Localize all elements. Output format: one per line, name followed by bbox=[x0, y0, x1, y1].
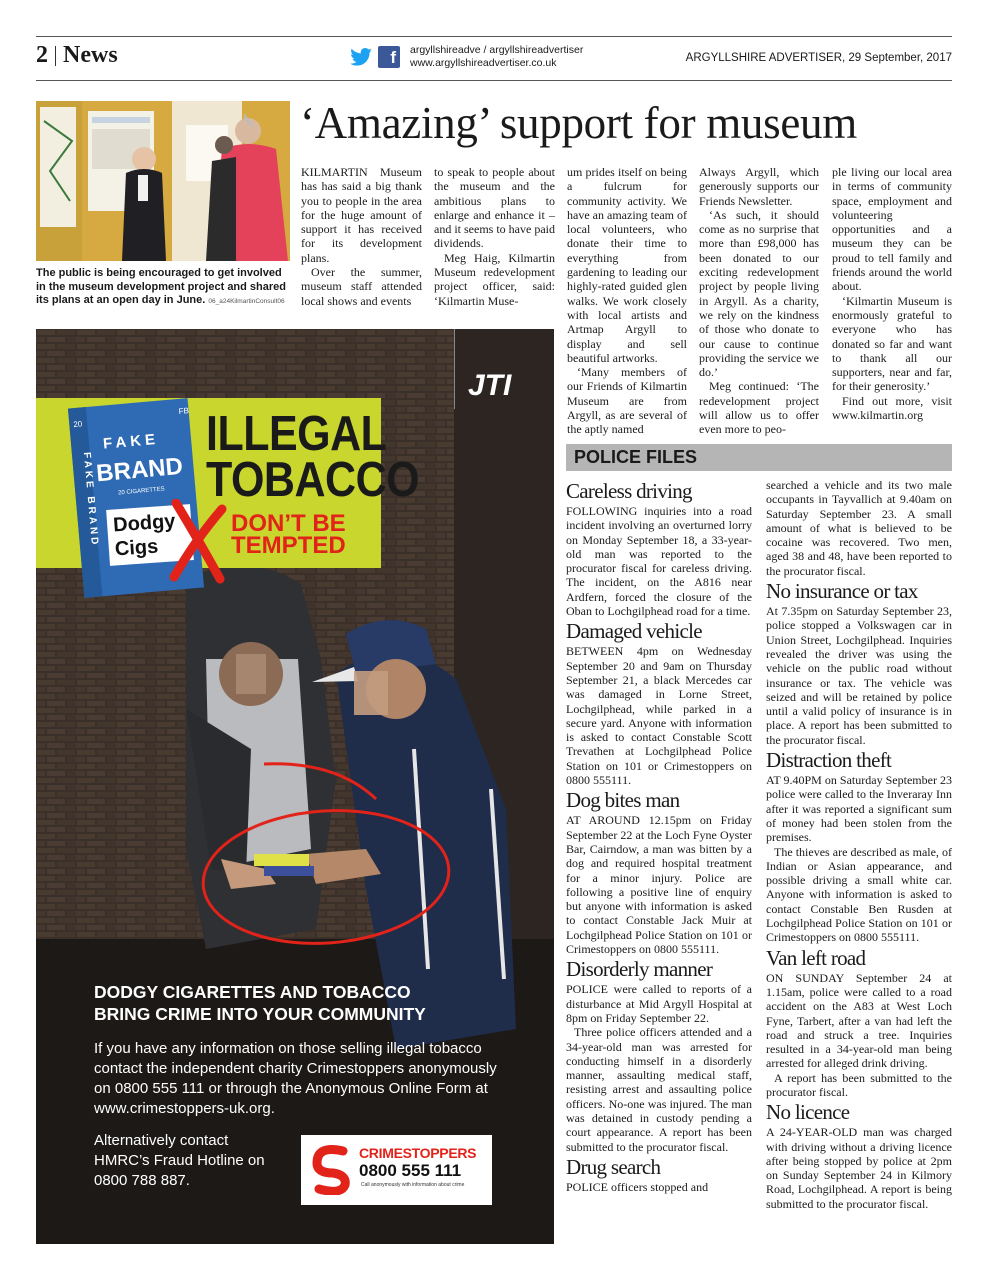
crimestoppers-box bbox=[301, 1135, 492, 1205]
distraction-theft-heading: Distraction theft bbox=[766, 748, 892, 773]
cigs-word: Cigs bbox=[114, 535, 159, 561]
advert-headline bbox=[94, 981, 534, 1025]
museum-photo-illustration bbox=[36, 101, 290, 261]
van-left-road-body: A report has been submitted to the procurator fiscal. bbox=[766, 1070, 952, 1099]
pack-line-1: FAKE bbox=[102, 430, 160, 453]
disorderly-body: Three police officers attended and a 34-year-old man was arrested for conducting himself in a disorderly manner, assaulting medical staff, resisting arrest and assaulting police officers. No-one was injured. The man was detained in custody pending a court appearance. A report has been submitted to the procurator fiscal. bbox=[566, 1025, 752, 1154]
photo-code: 06_a24KilmartinConsult06 bbox=[208, 298, 285, 305]
top-rule bbox=[36, 36, 952, 37]
story-paragraph[interactable]: Find out more, visit www.kilmartin.org bbox=[832, 393, 952, 423]
tempted-text: TEMPTED bbox=[231, 532, 346, 559]
story-column-1 bbox=[301, 165, 422, 308]
damaged-vehicle-heading: Damaged vehicle bbox=[566, 619, 702, 644]
advert-body: If you have any information on those selling illegal tobacco contact the independent charity Crimestoppers anonymously on 0800 555 111 or through the Anonymous Online Form at www.crimestoppers-uk.org. bbox=[94, 1040, 497, 1117]
story-paragraph: to speak to people about the museum and the ambitious plans to enlarge and enhance it – and it seems to have paid dividends. bbox=[434, 165, 555, 251]
disorderly-heading: Disorderly manner bbox=[566, 957, 713, 982]
pack-fb: FB bbox=[178, 406, 190, 416]
tobacco-word: TOBACCO bbox=[206, 452, 420, 508]
no-licence-body: A 24-YEAR-OLD man was charged with driving without a driving licence after being stopped by police at 2pm on Sunday September 24 in Kilmory Road, Lochgilphead. A report is being submitted to the procurator fiscal. bbox=[766, 1125, 952, 1211]
jti-logo: JTI bbox=[468, 369, 512, 402]
museum-photo bbox=[36, 101, 290, 261]
damaged-vehicle-body: BETWEEN 4pm on Wednesday September 20 and 9am on Thursday September 21, a black Mercedes car was damaged in Lorne Street, Lochgilphead, while parked in a secure yard. Anyone with information is asked to contact Constable Scott Trevathen at Lochgilphead Police Station on 101 or Crimestoppers on 0800 555111. bbox=[566, 644, 752, 788]
illegal-word: ILLEGAL bbox=[206, 406, 387, 462]
careless-driving-heading: Careless driving bbox=[566, 479, 692, 503]
police-column-right bbox=[766, 478, 952, 1211]
story-paragraph: Always Argyll, which generously supports our Friends Newsletter. bbox=[699, 165, 819, 208]
story-paragraph: Over the summer, museum staff attended local shows and events bbox=[301, 265, 422, 308]
story-paragraph: ple living our local area in terms of community space, employment and volunteering opportunities and a museum they can be proud to tell family and friends around the world about. bbox=[832, 165, 952, 294]
story-paragraph: Meg Haig, Kilmartin Museum redevelopment project officer, said: ‘Kilmartin Muse- bbox=[434, 250, 555, 308]
page-header bbox=[36, 42, 118, 69]
header-bottom-rule bbox=[36, 80, 952, 81]
careless-driving-body: FOLLOWING inquiries into a road incident involving an overturned lorry on Monday September 18, a 33-year-old man was reported to the procurator fiscal for careless driving. The incident, on the A816 near Ardfern, forced the closure of the Oban to Lochgilphead road for a time. bbox=[566, 504, 752, 619]
crimestoppers-name: CRIMESTOPPERS bbox=[359, 1145, 477, 1161]
no-licence-heading: No licence bbox=[766, 1100, 850, 1125]
police-files-banner: POLICE FILES bbox=[566, 444, 952, 471]
distraction-theft-body: AT 9.40PM on Saturday September 23 police were called to the Inveraray Inn after it was reported a significant sum of money had been stolen from the premises. bbox=[766, 773, 952, 845]
drug-search-continued: searched a vehicle and its two male occupants in Tayvallich at 9.40am on Saturday September 23. A small amount of what is believed to be cocaine was recovered. Two men, aged 38 and 48, have been reported to the procurator fiscal. bbox=[766, 478, 952, 578]
story-column-4 bbox=[699, 165, 819, 437]
advert-headline-line-2: BRING CRIME INTO YOUR COMMUNITY bbox=[94, 1004, 426, 1024]
lead-headline: ‘Amazing’ support for museum bbox=[300, 98, 857, 148]
pack-line-2: BRAND bbox=[95, 452, 184, 488]
illegal-tobacco-title bbox=[206, 406, 420, 508]
dont-be-text: DON’T BE bbox=[231, 510, 346, 537]
disorderly-body: POLICE were called to reports of a disturbance at Mid Argyll Hospital at 8pm on Friday September 22. bbox=[566, 982, 752, 1025]
section-name: News bbox=[63, 42, 118, 68]
social-text bbox=[410, 44, 583, 70]
dog-bites-heading: Dog bites man bbox=[566, 788, 680, 813]
story-column-5 bbox=[832, 165, 952, 422]
crimestoppers-tagline: Call anonymously with information about crime bbox=[361, 1182, 465, 1188]
van-left-road-heading: Van left road bbox=[766, 945, 866, 970]
pack-number: 20 bbox=[72, 419, 83, 430]
facebook-icon[interactable] bbox=[378, 46, 400, 68]
pack-small-text: 20 CIGARETTES bbox=[117, 486, 165, 497]
website-link[interactable]: www.argyllshireadvertiser.co.uk bbox=[410, 57, 557, 69]
paper-dateline: ARGYLLSHIRE ADVERTISER, 29 September, 2017 bbox=[685, 52, 952, 64]
story-column-3 bbox=[567, 165, 687, 437]
twitter-icon[interactable] bbox=[350, 48, 372, 66]
drug-search-body: POLICE officers stopped and bbox=[566, 1179, 709, 1194]
story-paragraph: ‘Kilmartin Museum is enormously grateful to everyone who has donated so far and want to thank all our supporters, near and far, for their generosity.’ bbox=[832, 293, 952, 394]
distraction-theft-body: The thieves are described as male, of Indian or Asian appearance, and possible driving a small white car. Anyone with information is asked to contact Constable Ben Rusden at Lochgilphead Police Station on 101 or Crimestoppers on 0800 555111. bbox=[766, 844, 952, 945]
red-cross-icon bbox=[168, 499, 228, 584]
illegal-tobacco-advert bbox=[36, 329, 554, 1244]
caption-text: The public is being encouraged to get involved in the museum development project and shared its plans at an open day in June. bbox=[36, 267, 286, 306]
drug-search-heading: Drug search bbox=[566, 1154, 661, 1179]
dont-be-tempted bbox=[231, 510, 346, 559]
van-left-road-body: ON SUNDAY September 24 at 1.15am, police were called to a road accident on the A83 at West Loch Fyne, Tarbert, after a van had left the road and struck a tree. Inquiries resulted in a 34-year-old man being arrested for alleged drink driving. bbox=[766, 970, 952, 1071]
dodgy-word: Dodgy bbox=[112, 510, 177, 537]
no-insurance-heading: No insurance or tax bbox=[766, 579, 918, 604]
police-column-left bbox=[566, 478, 752, 1194]
advert-hmrc-hotline: Alternatively contact HMRC’s Fraud Hotline on 0800 788 887. bbox=[94, 1132, 265, 1189]
no-insurance-body: At 7.35pm on Saturday September 23, police stopped a Volkswagen car in Union Street, Lochgilphead. Inquiries revealed the driver was using the vehicle on the public road without insurance or tax. The vehicle was seized and will be retained by police until a valid policy of insurance is in place. A report has been submitted to the procurator fiscal. bbox=[766, 604, 952, 747]
story-paragraph: ‘Many members of our Friends of Kilmartin Museum are from Argyll, as are several of the aptly named bbox=[567, 365, 687, 437]
facebook-glyph: f bbox=[390, 48, 396, 67]
dog-bites-body: AT AROUND 12.15pm on Friday September 22 at the Loch Fyne Oyster Bar, Cairndow, a man was bitten by a dog and required hospital treatment for a minor injury. Police are following a positive line of enquiry but anyone with information is asked to contact Constable Jack Muir at Lochgilphead Police Station on 101 or Crimestoppers on 0800 555111. bbox=[566, 813, 752, 957]
header-divider bbox=[55, 46, 56, 66]
social-handles[interactable]: argyllshireadve / argyllshireadvertiser bbox=[410, 44, 584, 56]
story-column-2 bbox=[434, 165, 555, 308]
photo-caption bbox=[36, 267, 292, 309]
crimestoppers-logo bbox=[309, 1145, 355, 1195]
social-links bbox=[350, 44, 583, 70]
story-paragraph: KILMARTIN Museum has has said a big thank you to people in the area for the huge amount of support it has received for its development plans. bbox=[301, 165, 422, 265]
advert-headline-line-1: DODGY CIGARETTES AND TOBACCO bbox=[94, 982, 411, 1002]
story-paragraph: um prides itself on being a fulcrum for community activity. We have an amazing team of local volunteers, who donate their time to everything from gardening to leading our highly-rated guided glen walks. We work closely with local artists and Artmap Argyll to display and sell beautiful artworks. bbox=[567, 165, 687, 365]
brand-divider bbox=[454, 329, 455, 409]
crimestoppers-phone: 0800 555 111 bbox=[359, 1161, 462, 1180]
page-number: 2 bbox=[36, 42, 48, 68]
story-paragraph: Meg continued: ‘The redevelopment project will allow us to offer even more to peo- bbox=[699, 379, 819, 437]
pack-side-text: FAKE BRAND bbox=[80, 451, 101, 548]
story-paragraph: ‘As such, it should come as no surprise that more than £98,000 has been donated to our exciting redevelopment project by people living in Argyll. As a charity, we rely on the kindness of those who donate to our cause to continue providing the service we do.’ bbox=[699, 207, 819, 380]
